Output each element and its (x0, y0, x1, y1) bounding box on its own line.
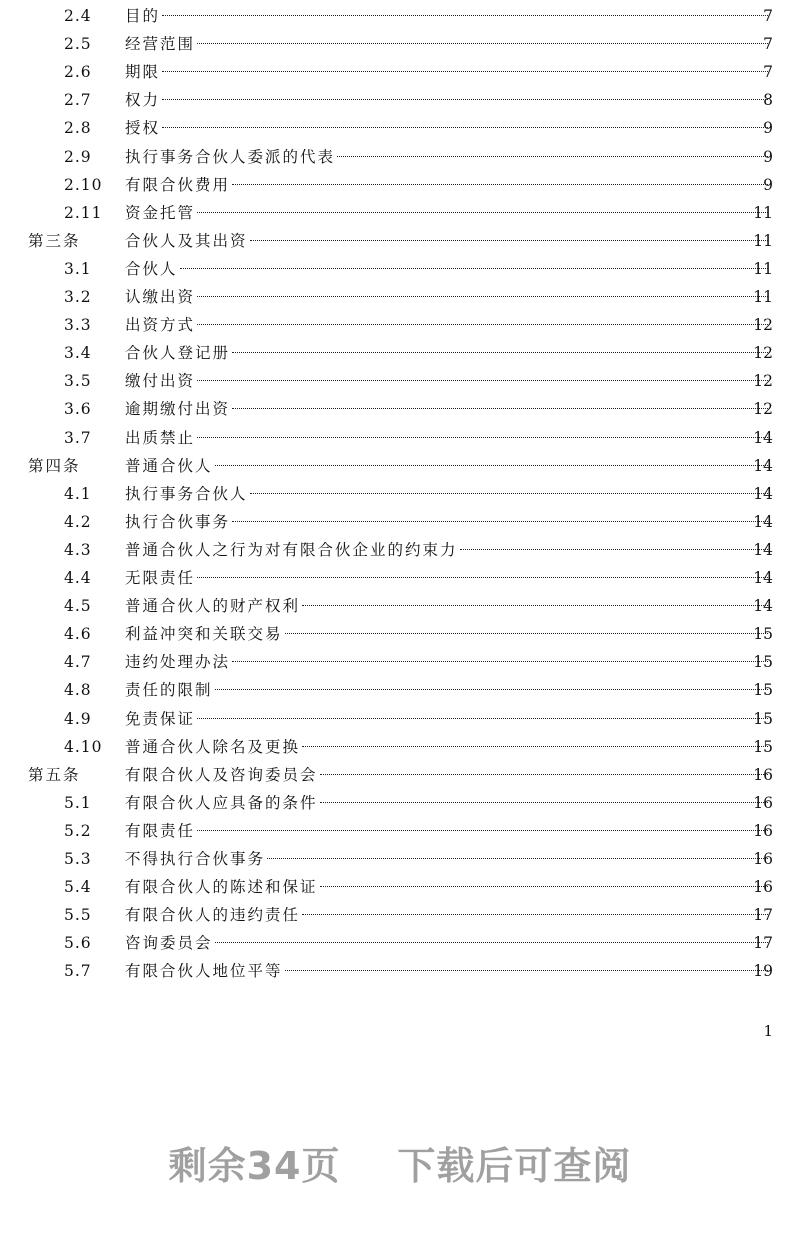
dot-leader (162, 99, 768, 100)
toc-entry-title-wrap (125, 114, 770, 142)
toc-entry-title: 普通合伙人 (125, 452, 213, 480)
toc-entry[interactable] (0, 114, 800, 142)
dot-leader (197, 577, 768, 578)
toc-entry[interactable] (0, 929, 800, 957)
toc-entry[interactable] (0, 536, 800, 564)
toc-entry-page: 11 (753, 203, 773, 222)
toc-chapter-entry[interactable] (0, 227, 800, 255)
dot-leader (320, 774, 768, 775)
toc-entry-number: 2.11 (64, 203, 103, 222)
toc-entry-title: 无限责任 (125, 564, 195, 592)
toc-entry-page: 19 (753, 962, 773, 981)
toc-entry-title-wrap (125, 873, 770, 901)
dot-leader (162, 15, 768, 16)
toc-entry-page: 8 (763, 91, 773, 110)
dot-leader (232, 352, 768, 353)
toc-entry[interactable] (0, 171, 800, 199)
toc-entry-title-wrap (125, 199, 770, 227)
toc-entry-title-wrap (125, 86, 770, 114)
toc-entry-title: 目的 (125, 2, 160, 30)
dot-leader (302, 914, 768, 915)
toc-entry[interactable] (0, 86, 800, 114)
toc-entry-title-wrap (125, 58, 770, 86)
toc-entry-title-wrap (125, 395, 770, 423)
toc-entry-page: 9 (763, 119, 773, 138)
toc-entry-title: 普通合伙人的财产权利 (125, 592, 300, 620)
toc-entry-page: 15 (753, 681, 773, 700)
toc-entry[interactable] (0, 283, 800, 311)
toc-entry-page: 15 (753, 737, 773, 756)
toc-entry-title: 违约处理办法 (125, 648, 230, 676)
dot-leader (320, 886, 768, 887)
toc-entry-title: 有限合伙人的陈述和保证 (125, 873, 318, 901)
dot-leader (337, 156, 768, 157)
page-number: 1 (763, 1022, 773, 1040)
dot-leader (197, 437, 768, 438)
toc-entry-title: 有限合伙费用 (125, 171, 230, 199)
toc-entry-page: 7 (763, 7, 773, 25)
toc-entry-page: 16 (753, 793, 773, 812)
dot-leader (232, 184, 768, 185)
dot-leader (197, 718, 768, 719)
dot-leader (215, 689, 768, 690)
toc-entry-page: 11 (753, 231, 773, 250)
toc-entry-title-wrap (125, 705, 770, 733)
toc-entry-page: 14 (753, 484, 773, 503)
toc-entry-title: 有限合伙人的违约责任 (125, 901, 300, 929)
toc-entry-page: 14 (753, 597, 773, 616)
toc-entry-number: 4.2 (64, 512, 92, 531)
toc-entry[interactable] (0, 424, 800, 452)
toc-entry-title: 出质禁止 (125, 424, 195, 452)
toc-entry-number: 2.10 (64, 175, 103, 194)
toc-entry-title: 有限责任 (125, 817, 195, 845)
toc-entry-title-wrap (125, 761, 770, 789)
dot-leader (215, 465, 768, 466)
toc-entry[interactable] (0, 58, 800, 86)
dot-leader (232, 408, 768, 409)
toc-entry[interactable] (0, 143, 800, 171)
toc-entry[interactable] (0, 845, 800, 873)
toc-entry-title: 有限合伙人应具备的条件 (125, 789, 318, 817)
dot-leader (302, 746, 768, 747)
toc-entry-title: 执行事务合伙人 (125, 480, 248, 508)
toc-entry[interactable] (0, 873, 800, 901)
dot-leader (197, 43, 768, 44)
toc-entry-title: 执行事务合伙人委派的代表 (125, 143, 335, 171)
dot-leader (197, 380, 768, 381)
toc-entry-number: 5.5 (64, 906, 92, 925)
toc-entry[interactable] (0, 30, 800, 58)
toc-entry[interactable] (0, 901, 800, 929)
toc-entry-page: 16 (753, 765, 773, 784)
toc-entry-title: 执行合伙事务 (125, 508, 230, 536)
toc-entry-page: 15 (753, 653, 773, 672)
toc-entry-title: 合伙人 (125, 255, 178, 283)
toc-entry-page: 14 (753, 569, 773, 587)
toc-entry-number: 4.9 (64, 709, 92, 728)
toc-entry-number: 5.7 (64, 962, 92, 981)
toc-entry-number: 4.10 (64, 737, 103, 756)
dot-leader (215, 942, 768, 943)
toc-entry-number: 3.3 (64, 316, 92, 335)
toc-entry-number: 3.1 (64, 259, 92, 278)
dot-leader (197, 830, 768, 831)
dot-leader (250, 493, 768, 494)
toc-entry-page: 12 (753, 316, 773, 335)
toc-entry-page: 9 (763, 175, 773, 194)
toc-entry-page: 12 (753, 344, 773, 363)
toc-entry-title: 普通合伙人之行为对有限合伙企业的约束力 (125, 536, 458, 564)
dot-leader (460, 549, 768, 550)
toc-entry-page: 7 (763, 35, 773, 54)
toc-entry-number: 4.5 (64, 597, 92, 616)
dot-leader (197, 212, 768, 213)
toc-entry-title: 逾期缴付出资 (125, 395, 230, 423)
toc-chapter-entry[interactable] (0, 452, 800, 480)
toc-entry[interactable] (0, 480, 800, 508)
toc-entry-number: 4.7 (64, 653, 92, 672)
toc-entry[interactable] (0, 339, 800, 367)
toc-entry-title: 合伙人登记册 (125, 339, 230, 367)
toc-entry-title-wrap (125, 2, 770, 30)
toc-entry[interactable] (0, 705, 800, 733)
toc-entry-title-wrap (125, 171, 770, 199)
toc-entry-page: 14 (753, 512, 773, 531)
toc-entry-title-wrap (125, 367, 770, 395)
toc-entry-title-wrap (125, 592, 770, 620)
toc-entry-number: 第四条 (28, 456, 81, 475)
toc-entry-number: 第三条 (28, 231, 81, 250)
toc-entry-page: 11 (753, 259, 773, 278)
toc-entry-title-wrap (125, 452, 770, 480)
toc-entry-number: 4.1 (64, 484, 92, 503)
toc-entry[interactable] (0, 311, 800, 339)
toc-entry-title-wrap (125, 30, 770, 58)
toc-entry-title-wrap (125, 255, 770, 283)
toc-entry-page: 17 (753, 934, 773, 953)
toc-entry-title-wrap (125, 648, 770, 676)
toc-entry-page: 12 (753, 372, 773, 391)
toc-entry-number: 第五条 (28, 765, 81, 784)
toc-entry-number: 4.3 (64, 540, 92, 559)
toc-entry-title: 出资方式 (125, 311, 195, 339)
toc-entry-page: 17 (753, 906, 773, 925)
toc-entry-page: 14 (753, 456, 773, 475)
toc-entry-title: 认缴出资 (125, 283, 195, 311)
toc-entry-title: 咨询委员会 (125, 929, 213, 957)
toc-entry-page: 9 (763, 147, 773, 166)
toc-entry-title: 授权 (125, 114, 160, 142)
toc-entry[interactable] (0, 817, 800, 845)
toc-entry-number: 3.6 (64, 400, 92, 419)
toc-entry-number: 2.8 (64, 119, 92, 138)
toc-entry-title-wrap (125, 536, 770, 564)
toc-entry-title-wrap (125, 817, 770, 845)
toc-entry[interactable] (0, 957, 800, 985)
toc-entry-number: 5.6 (64, 934, 92, 953)
toc-entry-title: 权力 (125, 86, 160, 114)
dot-leader (197, 296, 768, 297)
toc-entry-title: 期限 (125, 58, 160, 86)
toc-entry[interactable] (0, 620, 800, 648)
dot-leader (162, 127, 768, 128)
toc-entry[interactable] (0, 367, 800, 395)
toc-chapter-entry[interactable] (0, 761, 800, 789)
toc-entry-number: 5.1 (64, 793, 92, 812)
toc-entry-title-wrap (125, 424, 770, 452)
toc-entry-title-wrap (125, 957, 770, 985)
toc-entry-page: 16 (753, 878, 773, 897)
toc-entry-number: 5.4 (64, 878, 92, 897)
toc-entry-page: 15 (753, 625, 773, 644)
toc-entry[interactable] (0, 733, 800, 761)
toc-entry-number: 3.2 (64, 288, 92, 306)
toc-entry-title-wrap (125, 311, 770, 339)
toc-entry-title-wrap (125, 676, 770, 704)
toc-entry-title: 资金托管 (125, 199, 195, 227)
toc-entry-title: 利益冲突和关联交易 (125, 620, 283, 648)
toc-entry-number: 3.7 (64, 428, 92, 447)
toc-entry[interactable] (0, 676, 800, 704)
toc-entry-number: 4.8 (64, 681, 92, 700)
dot-leader (162, 71, 768, 72)
toc-entry-title-wrap (125, 564, 770, 592)
toc-entry-title-wrap (125, 620, 770, 648)
toc-entry-title-wrap (125, 901, 770, 929)
toc-entry-title-wrap (125, 283, 770, 311)
toc-entry-number: 5.3 (64, 850, 92, 868)
toc-entry-number: 2.9 (64, 147, 92, 166)
toc-entry-page: 14 (753, 428, 773, 447)
toc-entry-title-wrap (125, 789, 770, 817)
dot-leader (197, 324, 768, 325)
toc-entry-title-wrap (125, 929, 770, 957)
toc-entry-title-wrap (125, 508, 770, 536)
toc-entry[interactable] (0, 2, 800, 30)
dot-leader (285, 970, 768, 971)
toc-entry-title: 有限合伙人地位平等 (125, 957, 283, 985)
dot-leader (320, 802, 768, 803)
toc-entry[interactable] (0, 199, 800, 227)
dot-leader (232, 521, 768, 522)
toc-entry-title-wrap (125, 845, 770, 873)
toc-entry[interactable] (0, 592, 800, 620)
toc-entry[interactable] (0, 395, 800, 423)
toc-entry-number: 3.4 (64, 344, 92, 363)
toc-entry[interactable] (0, 564, 800, 592)
dot-leader (267, 858, 768, 859)
toc-entry-title: 普通合伙人除名及更换 (125, 733, 300, 761)
toc-entry-title: 责任的限制 (125, 676, 213, 704)
toc-entry-page: 12 (753, 400, 773, 419)
toc-entry[interactable] (0, 789, 800, 817)
toc-entry-title: 免责保证 (125, 705, 195, 733)
toc-entry-number: 2.7 (64, 91, 92, 110)
toc-entry-title-wrap (125, 143, 770, 171)
toc-entry-title: 不得执行合伙事务 (125, 845, 265, 873)
toc-entry-page: 15 (753, 709, 773, 728)
toc-entry-number: 3.5 (64, 372, 92, 391)
toc-entry-page: 7 (763, 63, 773, 82)
toc-entry-title-wrap (125, 339, 770, 367)
toc-entry-page: 11 (753, 288, 773, 306)
dot-leader (302, 605, 768, 606)
toc-entry-title: 有限合伙人及咨询委员会 (125, 761, 318, 789)
remaining-pages-banner[interactable]: 剩余34页 下载后可查阅 (168, 1144, 632, 1188)
toc-entry[interactable] (0, 508, 800, 536)
toc-entry[interactable] (0, 648, 800, 676)
toc-entry-title: 经营范围 (125, 30, 195, 58)
toc-entry-page: 16 (753, 821, 773, 840)
toc-entry[interactable] (0, 255, 800, 283)
toc-entry-number: 5.2 (64, 821, 92, 840)
toc-entry-number: 4.6 (64, 625, 92, 644)
toc-entry-title-wrap (125, 227, 770, 255)
toc-entry-title-wrap (125, 733, 770, 761)
toc-entry-title: 缴付出资 (125, 367, 195, 395)
dot-leader (232, 661, 768, 662)
toc-entry-page: 16 (753, 850, 773, 868)
toc-entry-title-wrap (125, 480, 770, 508)
toc-entry-number: 4.4 (64, 569, 92, 587)
dot-leader (285, 633, 768, 634)
toc-entry-number: 2.5 (64, 35, 92, 54)
toc-entry-number: 2.6 (64, 63, 92, 82)
dot-leader (250, 240, 768, 241)
toc-entry-number: 2.4 (64, 7, 92, 25)
toc-entry-title: 合伙人及其出资 (125, 227, 248, 255)
dot-leader (180, 268, 768, 269)
toc-entry-page: 14 (753, 540, 773, 559)
